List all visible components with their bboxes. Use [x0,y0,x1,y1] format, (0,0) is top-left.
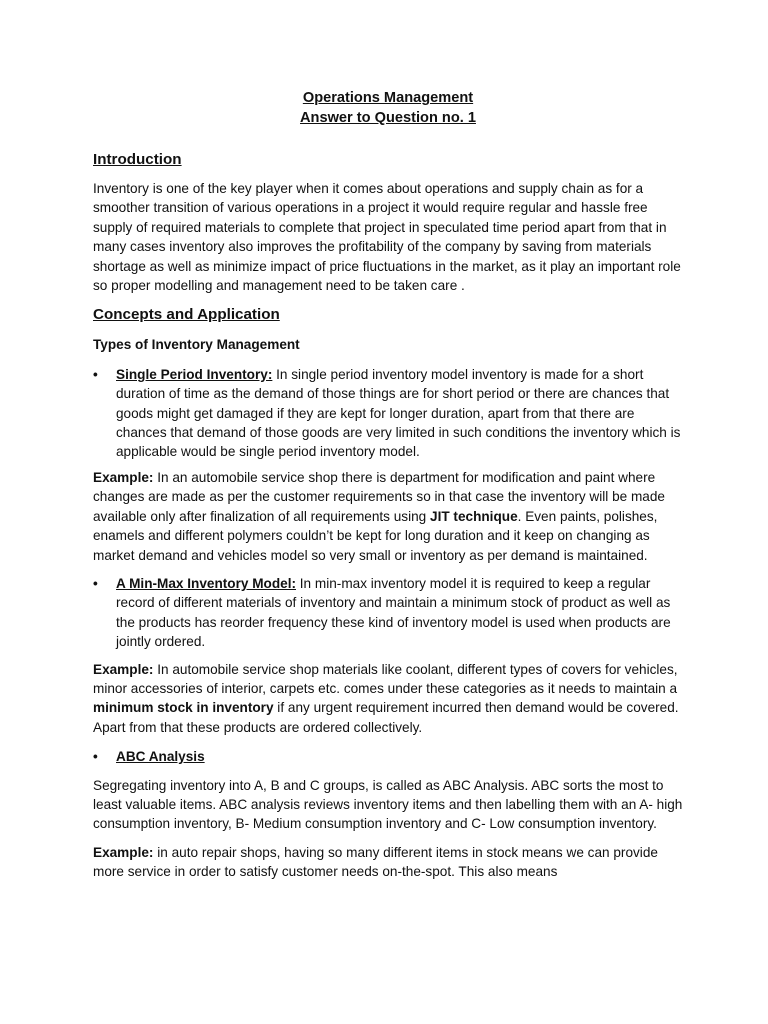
document-subtitle: Answer to Question no. 1 [300,110,476,126]
single-period-text: In single period inventory model inventory is made for a short duration of time as the demand of those things are for short period or there are chances that goods might get damaged if they are kept for longer duration, apart from that there are chances that demand of those goods are very limited in such conditions the inventory which is applicable would be single period inventory model. [116,366,681,460]
example-label: Example: [93,469,154,485]
single-period-example [93,468,683,565]
document-title: Operations Management [302,90,474,106]
example-label: Example: [93,844,154,860]
bullet-marker: • [93,749,98,765]
example-text: In an automobile service shop there is department for modification and paint where changes are made as per the customer requirements so in that case the inventory will be made available only after finalization of all requirements using [93,469,665,524]
example-text: In automobile service shop materials like coolant, different types of covers for vehicles, minor accessories of interior, carpets etc. comes under these categories as it needs to maintain a [93,661,678,696]
min-max-example [93,660,683,738]
minimum-stock-term: minimum stock in inventory [93,700,274,716]
abc-term: ABC Analysis [116,749,205,765]
introduction-paragraph: Inventory is one of the key player when it comes about operations and supply chain as for a smoother transition of various operations in a project it would require regular and hassle free supply of required materials to complete that project in speculated time period apart from that in many cases inventory also improves the profitability of the company by saving from materials shortage as well as minimize impact of price fluctuations in the market, as it play an important role so proper modelling and management need to be taken care . [93,181,681,294]
types-subheading: Types of Inventory Management [93,337,300,353]
abc-paragraph: Segregating inventory into A, B and C groups, is called as ABC Analysis. ABC sorts the most to least valuable items. ABC analysis reviews inventory items and then labelling them with an A- high consumption inventory, B- Medium consumption inventory and C- Low consumption inventory. [93,777,683,832]
bullet-marker: • [93,575,98,591]
jit-technique-term: JIT technique [430,508,518,524]
abc-example [93,843,683,882]
example-text: . Even paints, polishes, enamels and different polymers couldn’t be kept for long duration and it keep on changing as market demand and vehicles model so very small or inventory as per demand is maintained. [93,508,658,563]
concepts-heading: Concepts and Application [93,306,280,324]
example-label: Example: [93,661,154,677]
document-page [93,88,683,882]
single-period-term: Single Period Inventory: [116,366,273,382]
example-text: if any urgent requirement incurred then demand would be covered. Apart from that these products are ordered collectively. [93,700,679,735]
bullet-marker: • [93,366,98,382]
min-max-term: A Min-Max Inventory Model: [116,575,296,591]
introduction-heading: Introduction [93,151,182,168]
min-max-bullet [93,574,683,652]
example-text: in auto repair shops, having so many different items in stock means we can provide more service in order to satisfy customer needs on-the-spot. This also means [93,844,658,880]
min-max-text: In min-max inventory model it is required to keep a regular record of different materials of inventory and maintain a minimum stock of product as well as the products has reorder frequency these kind of inventory model is used when products are jointly ordered. [116,575,671,650]
abc-bullet [93,747,683,766]
single-period-bullet [93,365,683,462]
